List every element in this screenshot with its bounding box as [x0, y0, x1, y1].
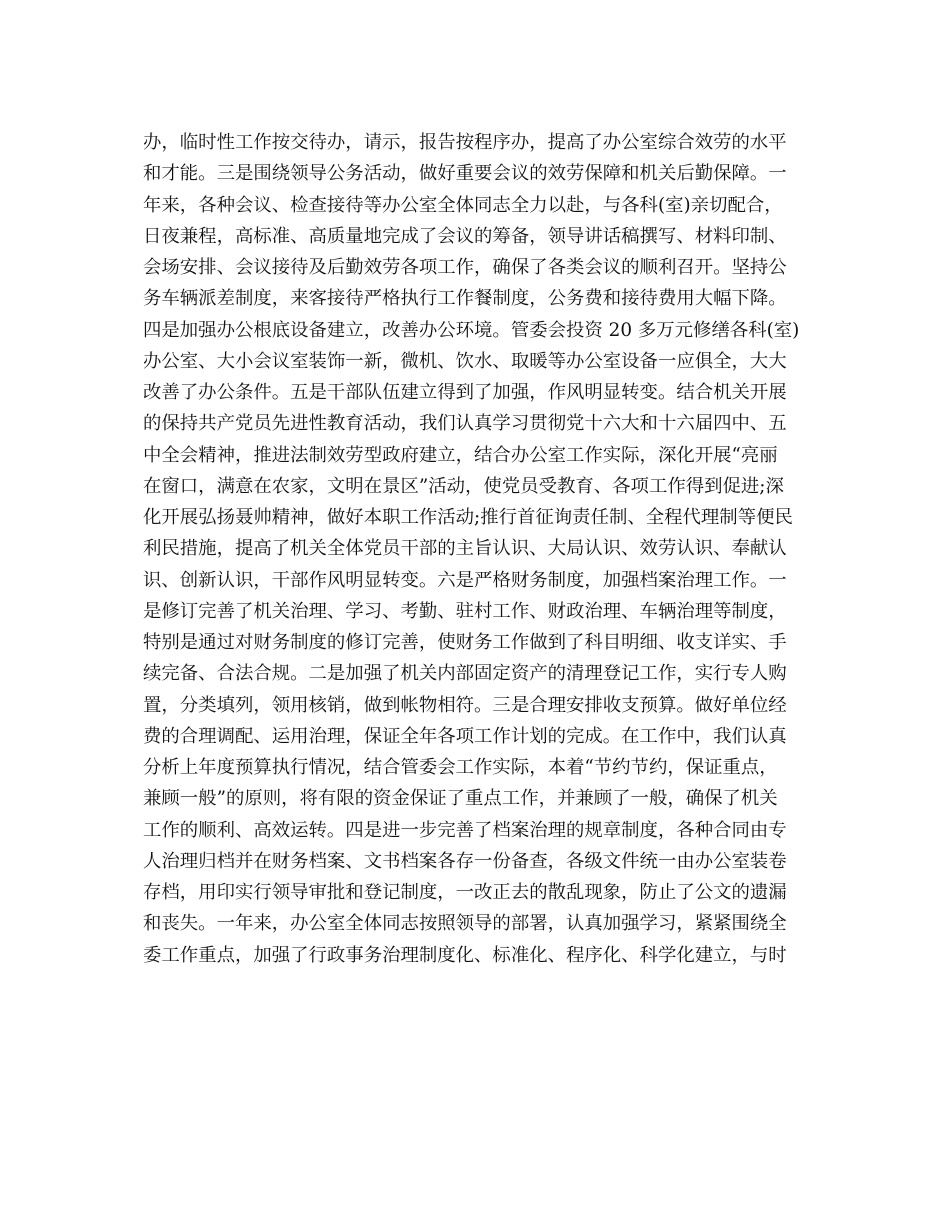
text-line: 和丧失。一年来，办公室全体同志按照领导的部署，认真加强学习，紧紧围绕全 [143, 913, 787, 935]
text-line: 和才能。三是围绕领导公务活动，做好重要会议的效劳保障和机关后勤保障。一 [143, 163, 787, 185]
body-text [143, 127, 813, 971]
text-line: 利民措施，提高了机关全体党员干部的主旨认识、大局认识、效劳认识、奉献认 [143, 538, 787, 560]
text-line: 年来，各种会议、检查接待等办公室全体同志全力以赴，与各科(室)亲切配合， [143, 194, 783, 216]
text-line: 中全会精神，推进法制效劳型政府建立，结合办公室工作实际，深化开展“亮丽 [143, 444, 778, 466]
text-line: 分析上年度预算执行情况，结合管委会工作实际，本着“节约节约，保证重点， [143, 757, 778, 778]
text-line: 办，临时性工作按交待办，请示，报告按程序办，提高了办公室综合效劳的水平 [143, 132, 787, 153]
text-line: 务车辆派差制度，来客接待严格执行工作餐制度，公务费和接待费用大幅下降。 [143, 288, 787, 310]
text-line: 四是加强办公根底设备建立，改善办公环境。管委会投资 20 多万元修缮各科(室) [143, 319, 800, 341]
text-line: 化开展弘扬聂帅精神，做好本职工作活动;推行首征询责任制、全程代理制等便民 [143, 507, 793, 528]
text-line: 人治理归档并在财务档案、文书档案各存一份备查，各级文件统一由办公室装卷 [143, 850, 787, 872]
text-line: 置，分类填列，领用核销，做到帐物相符。三是合理安排收支预算。做好单位经 [143, 694, 787, 716]
text-line: 特别是通过对财务制度的修订完善，使财务工作做到了科目明细、收支详实、手 [143, 632, 787, 653]
text-line: 改善了办公条件。五是干部队伍建立得到了加强，作风明显转变。结合机关开展 [143, 382, 787, 403]
text-line: 是修订完善了机关治理、学习、考勤、驻村工作、财政治理、车辆治理等制度， [143, 600, 787, 622]
text-line: 会场安排、会议接待及后勤效劳各项工作，确保了各类会议的顺利召开。坚持公 [143, 257, 787, 278]
text-line: 工作的顺利、高效运转。四是进一步完善了档案治理的规章制度，各种合同由专 [143, 819, 787, 841]
text-line: 办公室、大小会议室装饰一新，微机、饮水、取暖等办公室设备一应俱全，大大 [143, 350, 787, 372]
text-line: 兼顾一般”的原则，将有限的资金保证了重点工作，并兼顾了一般，确保了机关 [143, 788, 778, 810]
text-line: 在窗口，满意在农家，文明在景区”活动，使党员受教育、各项工作得到促进;深 [143, 475, 784, 497]
text-line: 续完备、合法合规。二是加强了机关内部固定资产的清理登记工作，实行专人购 [143, 663, 787, 685]
text-line: 委工作重点，加强了行政事务治理制度化、标准化、程序化、科学化建立，与时 [143, 944, 787, 966]
text-line: 费的合理调配、运用治理，保证全年各项工作计划的完成。在工作中，我们认真 [143, 725, 787, 747]
text-line: 日夜兼程，高标准、高质量地完成了会议的筹备，领导讲话稿撰写、材料印制、 [143, 225, 787, 247]
text-line: 识、创新认识，干部作风明显转变。六是严格财务制度，加强档案治理工作。一 [143, 569, 787, 591]
text-line: 的保持共产党员先进性教育活动，我们认真学习贯彻党十六大和十六届四中、五 [143, 413, 787, 435]
text-line: 存档，用印实行领导审批和登记制度，一改正去的散乱现象，防止了公文的遗漏 [143, 882, 787, 903]
